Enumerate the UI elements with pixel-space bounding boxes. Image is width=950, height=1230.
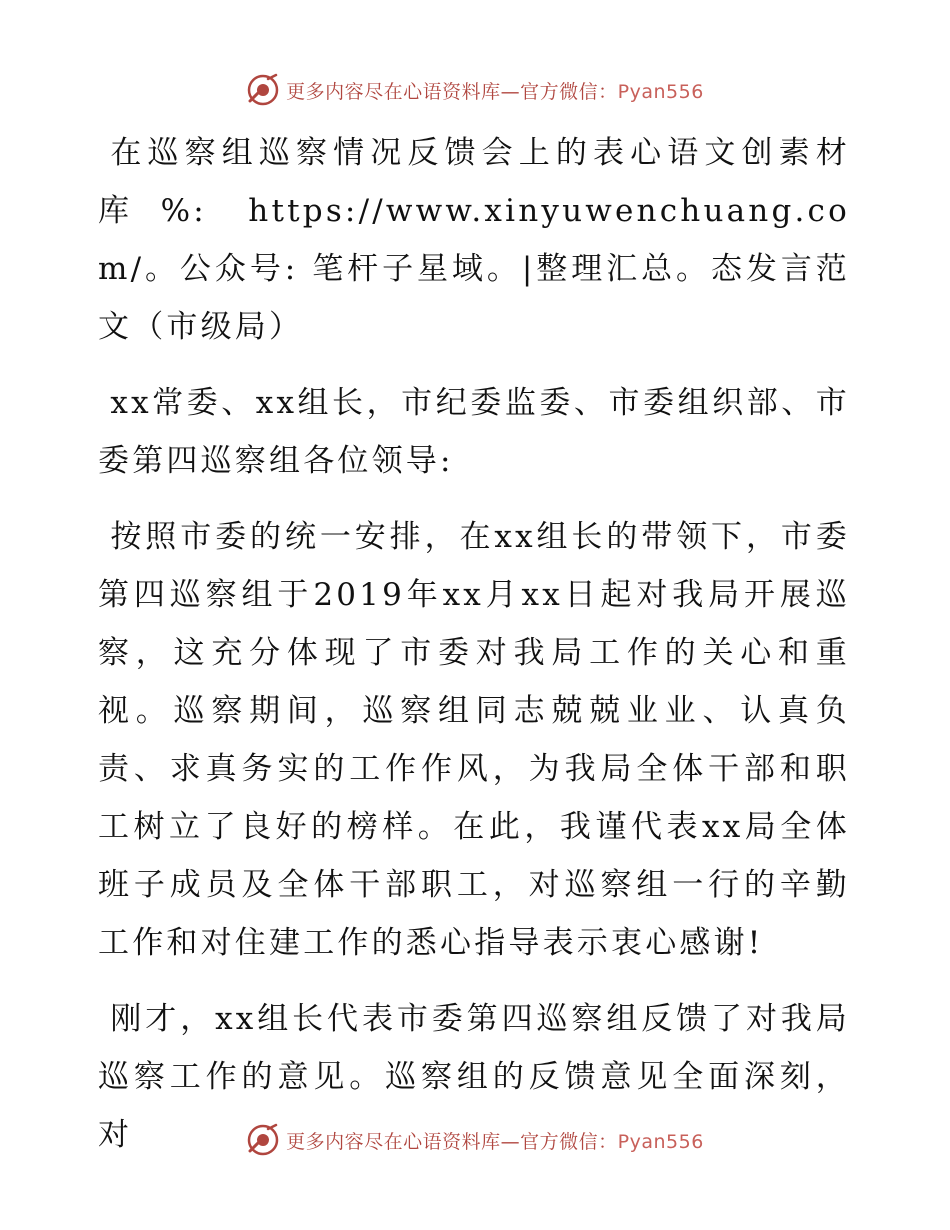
header-watermark bbox=[0, 70, 950, 110]
salutation-paragraph: xx常委、xx组长，市纪委监委、市委组织部、市委第四巡察组各位领导: bbox=[98, 385, 850, 479]
footer-watermark bbox=[0, 1120, 950, 1160]
body-paragraph: 刚才，xx组长代表市委第四巡察组反馈了对我局巡察工作的意见。巡察组的反馈意见全面深刻，对 bbox=[98, 1001, 850, 1153]
watermark-text: 更多内容尽在心语资料库—官方微信：Pyan556 bbox=[286, 1130, 704, 1153]
watermark-contact: Pyan556 bbox=[617, 1130, 704, 1153]
watermark-contact: Pyan556 bbox=[617, 80, 704, 103]
watermark-text: 更多内容尽在心语资料库—官方微信：Pyan556 bbox=[286, 80, 704, 103]
brand-logo-icon bbox=[246, 1123, 280, 1157]
document-body bbox=[98, 124, 850, 1182]
body-paragraph: 按照市委的统一安排，在xx组长的带领下，市委第四巡察组于2019年xx月xx日起对我局开展巡察，这充分体现了市委对我局工作的关心和重视。巡察期间，巡察组同志兢兢业业、认真负责、求真务实的工作作风，为我局全体干部和职工树立了良好的榜样。在此，我谨代表xx局全体班子成员及全体干部职工，对巡察组一行的辛勤工作和对住建工作的悉心指导表示衷心感谢! bbox=[98, 519, 850, 961]
brand-logo-icon bbox=[246, 73, 280, 107]
document-title-paragraph: 在巡察组巡察情况反馈会上的表心语文创素材库%: https://www.xinyuwenchuang.com/。公众号: 笔杆子星域。|整理汇总。态发言范文（市级局） bbox=[98, 135, 850, 345]
